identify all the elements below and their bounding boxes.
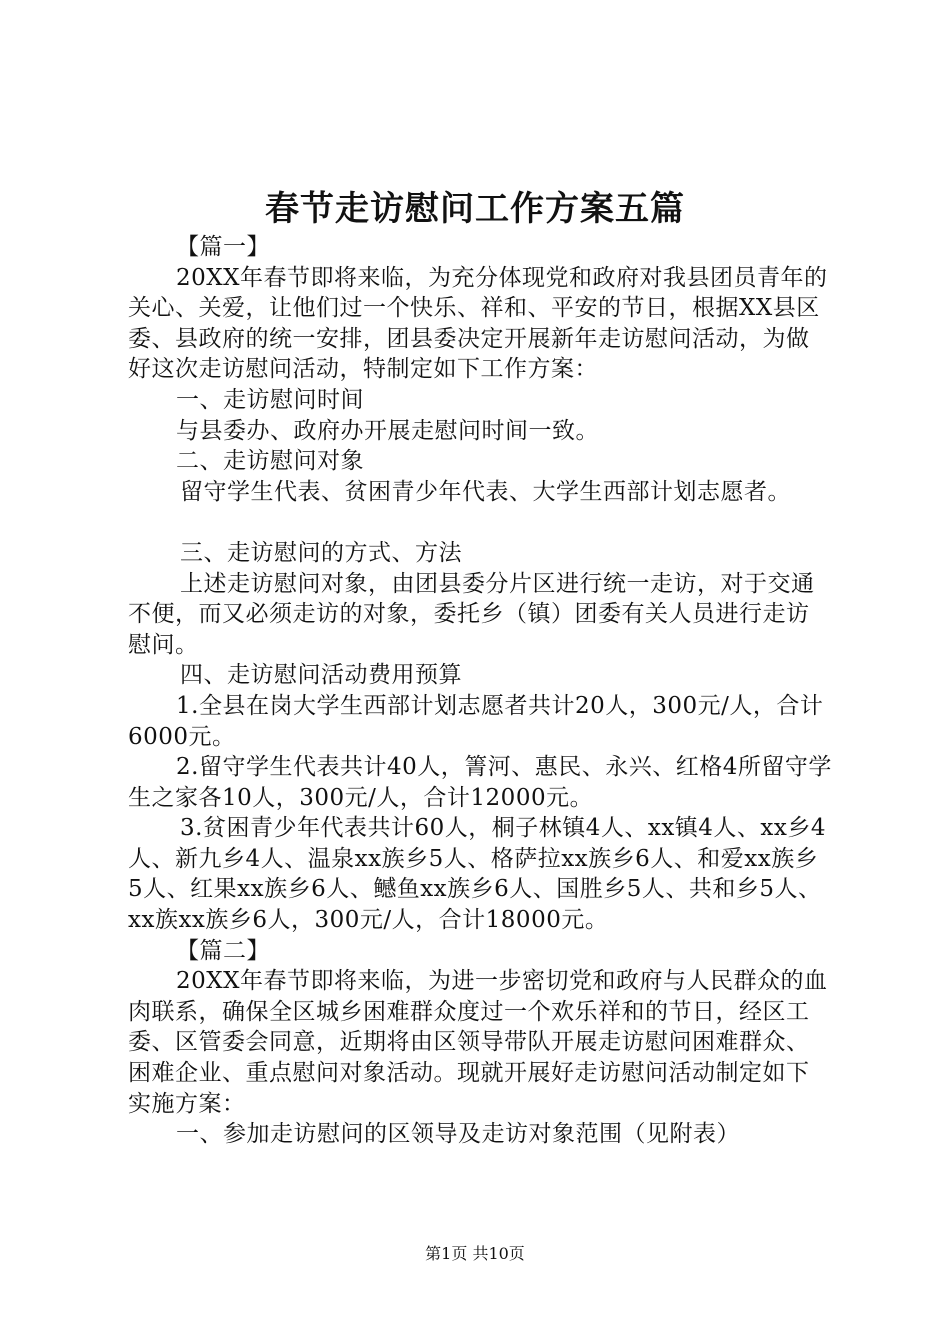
budget-item-3: 3.贫困青少年代表共计60人，桐子林镇4人、xx镇4人、xx乡4人、新九乡4人、温泉xx族乡5人、格萨拉xx族乡6人、和爱xx族乡5人、红果xx族乡6人、鳡鱼xx族乡6人、国胜乡5人、共和乡5人、xx族xx族乡6人，300元/人，合计18000元。 [128, 815, 826, 934]
paragraph-intro-part1: 20XX年春节即将来临，为充分体现党和政府对我县团员青年的关心、关爱，让他们过一个快乐、祥和、平安的节日，根据XX县区委、县政府的统一安排，团县委决定开展新年走访慰问活动，为做好这次走访慰问活动，特制定如下工作方案： [128, 264, 828, 383]
heading-visit-targets: 二、走访慰问对象 [176, 448, 364, 475]
paragraph-visit-methods: 上述走访慰问对象，由团县委分片区进行统一走访，对于交通不便，而又必须走访的对象，委托乡（镇）团委有关人员进行走访慰问。 [128, 570, 815, 658]
page-title: 春节走访慰问工作方案五篇 [265, 189, 685, 229]
page-footer: 第1页 共10页 [425, 1244, 525, 1263]
heading-leaders-scope: 一、参加走访慰问的区领导及走访对象范围（见附表） [176, 1121, 740, 1148]
paragraph-visit-time: 与县委办、政府办开展走慰问时间一致。 [176, 417, 599, 444]
heading-budget: 四、走访慰问活动费用预算 [180, 662, 462, 689]
budget-item-1: 1.全县在岗大学生西部计划志愿者共计20人，300元/人，合计6000元。 [128, 692, 824, 750]
document-body [128, 232, 832, 1150]
heading-visit-methods: 三、走访慰问的方式、方法 [180, 539, 462, 566]
heading-visit-time: 一、走访慰问时间 [176, 386, 364, 413]
section-label-part2: 【篇二】 [176, 937, 270, 964]
blank-line [128, 507, 832, 538]
section-label-part1: 【篇一】 [176, 234, 270, 260]
paragraph-visit-targets: 留守学生代表、贫困青少年代表、大学生西部计划志愿者。 [180, 478, 791, 505]
paragraph-intro-part2: 20XX年春节即将来临，为进一步密切党和政府与人民群众的血肉联系，确保全区城乡困难群众度过一个欢乐祥和的节日，经区工委、区管委会同意，近期将由区领导带队开展走访慰问困难群众、困难企业、重点慰问对象活动。现就开展好走访慰问活动制定如下实施方案： [128, 968, 828, 1117]
budget-item-2: 2.留守学生代表共计40人，箐河、惠民、永兴、红格4所留守学生之家各10人，300元/人，合计12000元。 [128, 754, 832, 811]
